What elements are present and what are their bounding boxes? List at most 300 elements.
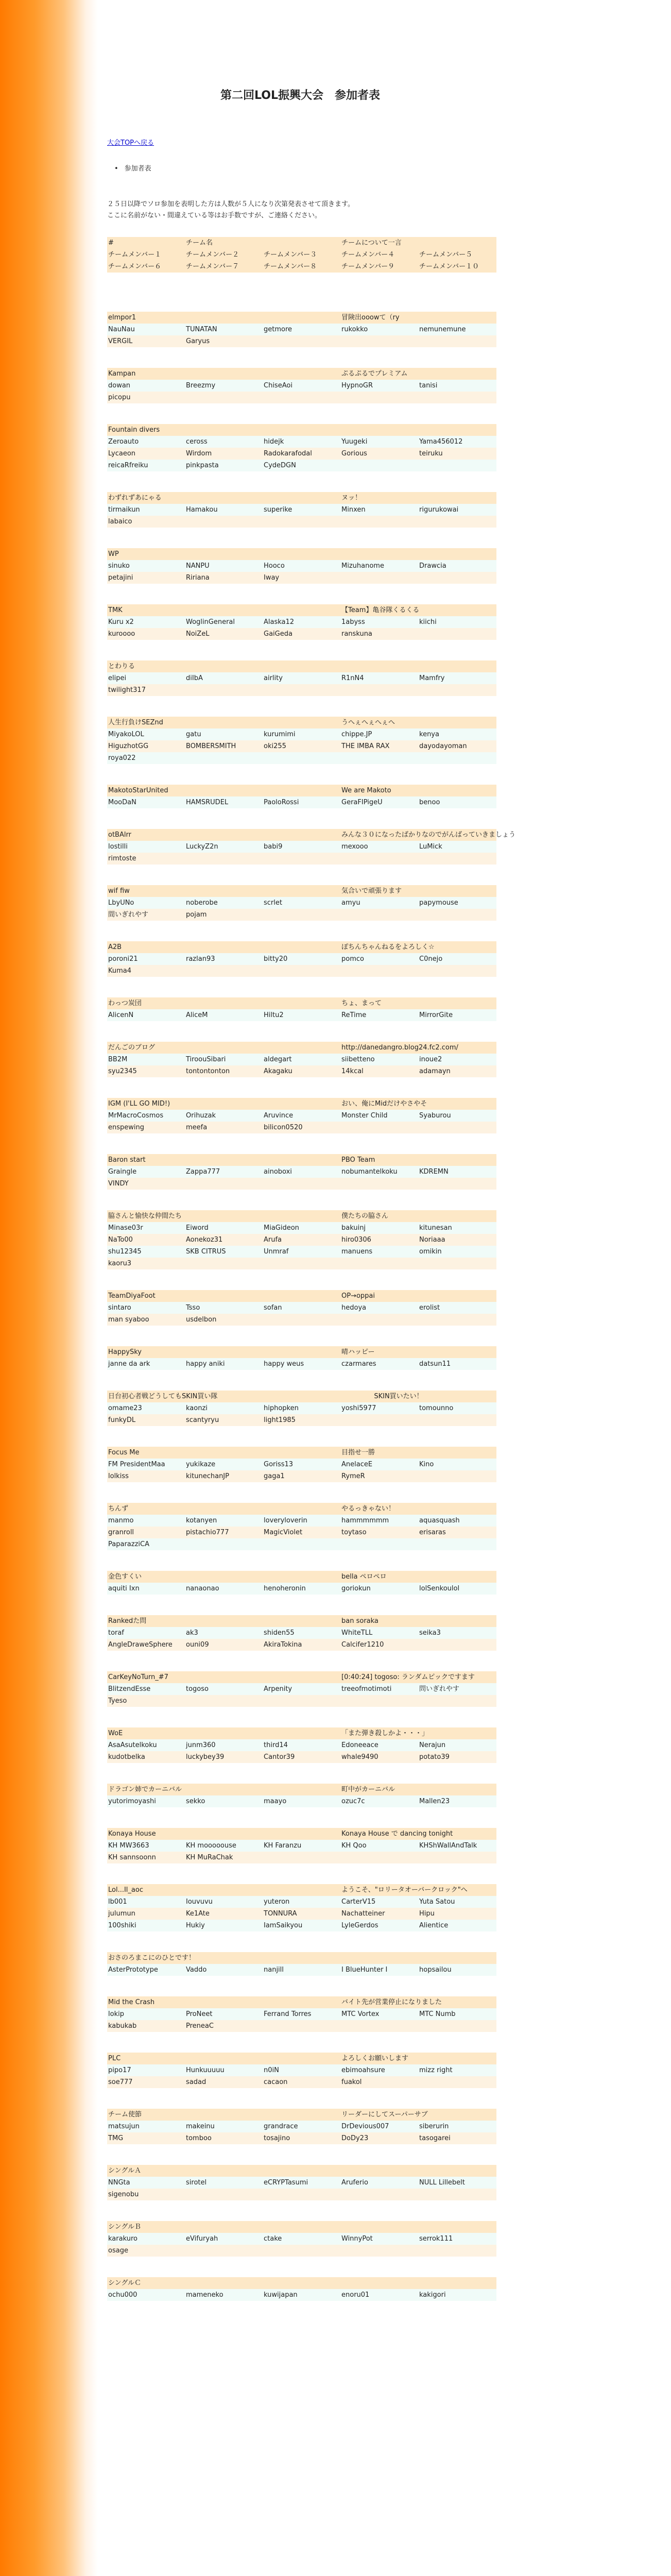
table-cell: luckybey39 [186,1753,225,1761]
team-member-row [107,436,496,448]
table-cell [263,1154,340,1166]
table-cell [496,909,574,921]
table-cell: karakuro [108,2235,137,2243]
table-cell [496,324,574,335]
table-cell: Mizuhanome [341,562,384,570]
team-header-row [107,1615,496,1627]
table-cell: Mid the Crash [108,1998,155,2006]
teams-table [107,312,516,2321]
table-cell: kuroooo [108,630,135,638]
table-cell: Zappa777 [186,1168,220,1176]
table-cell [263,1571,340,1583]
team-member-row [107,2233,496,2245]
table-cell [496,237,574,249]
table-cell: ちょ、まって [341,999,382,1007]
table-cell: goriokun [341,1585,371,1592]
table-cell: 人生行負けSEZnd [108,719,163,726]
table-cell [418,2189,496,2200]
team-member-row [107,1459,496,1470]
table-cell [295,1391,373,1402]
table-cell [496,1784,574,1795]
team-block [107,941,496,977]
table-cell: nemunemune [419,326,466,333]
table-cell [496,1210,574,1222]
team-member-row [107,1414,496,1426]
table-cell [263,717,340,728]
table-cell: Mamfry [419,674,445,682]
table-cell: PaparazziCA [108,1540,149,1548]
table-cell [496,1122,574,1133]
table-cell: 僕たちの脇さん [341,1212,389,1220]
table-cell [496,2064,574,2076]
team-member-row [107,560,496,572]
table-cell: うへぇへぇへぇへ [341,719,395,726]
team-header-row [107,1447,496,1459]
table-cell [418,2076,496,2088]
table-cell: erolist [419,1304,440,1312]
table-cell: tirmaikun [108,506,140,514]
table-cell [418,885,496,897]
table-cell: ak3 [186,1629,198,1637]
table-cell: ようこそ、"ロリータオーバークロック"へ [341,1886,468,1894]
table-cell: Arpenity [264,1685,293,1693]
table-cell: SKIN買いたい！ [374,1393,423,1400]
table-cell: NANPU [186,562,210,570]
table-cell [496,261,574,273]
table-cell: getmore [264,326,293,333]
table-cell [496,424,574,436]
table-cell [340,1178,418,1190]
table-cell: toraf [108,1629,124,1637]
table-cell [185,604,263,616]
table-cell [496,436,574,448]
team-header-row [107,1828,496,1840]
team-member-row [107,2064,496,2076]
team-block [107,997,496,1021]
table-cell: makeinu [186,2123,215,2130]
table-cell: lolkiss [108,1472,129,1480]
team-member-row [107,853,496,865]
table-cell [185,885,263,897]
table-cell: Lol...Il_aoc [108,1886,143,1894]
table-cell [263,1503,340,1515]
table-cell: Eiword [186,1224,209,1232]
orange-side-gradient [0,0,98,2576]
table-cell [496,1009,574,1021]
table-cell [496,2189,574,2200]
team-member-row [107,1402,496,1414]
table-cell: AsterPrototype [108,1966,158,1974]
table-cell: Syaburou [419,1112,451,1120]
table-cell: sekko [186,1798,205,1805]
table-cell [418,1538,496,1550]
team-member-row [107,1122,496,1133]
table-cell [496,2020,574,2032]
table-cell: MTC Vortex [341,2010,380,2018]
table-cell [435,941,512,953]
table-cell: ReTime [341,1011,367,1019]
team-member-row [107,335,496,347]
table-cell [496,2277,574,2289]
table-cell [418,237,496,249]
table-cell [418,752,496,764]
table-cell [496,1258,574,1269]
team-block [107,717,496,764]
team-header-row [107,424,496,436]
table-cell [506,1952,584,1964]
bullet-item: • 参加者表 [114,163,151,173]
team-member-row [107,1358,496,1370]
table-cell [340,752,418,764]
table-cell [496,853,574,865]
table-cell: R1nN4 [341,674,364,682]
table-cell: cacaon [264,2078,288,2086]
table-cell [496,728,574,740]
table-cell [496,684,574,696]
table-cell: kaoru3 [108,1260,132,1267]
team-member-row [107,728,496,740]
team-header-row [107,1996,496,2008]
table-cell: AsaAsutelkoku [108,1741,157,1749]
table-cell [515,829,593,841]
table-cell [263,2277,340,2289]
table-cell: Kuru x2 [108,618,134,626]
table-cell: manuens [341,1248,373,1256]
table-cell: http://danedangro.blog24.fc2.com/ [341,1044,458,1052]
table-cell: RymeR [341,1472,365,1480]
table-cell [418,1414,496,1426]
table-cell: julumun [108,1910,135,1918]
table-cell: mameneko [186,2291,223,2299]
team-member-row [107,909,496,921]
table-cell: ヌッ！ [341,494,362,502]
table-cell [185,1447,263,1459]
table-cell: Noriaaa [419,1236,445,1244]
table-cell [496,1246,574,1258]
table-cell [496,1234,574,1246]
table-cell: noberobe [186,899,218,907]
table-cell [340,684,418,696]
table-cell: AnelaceE [341,1461,373,1468]
table-cell: dowan [108,382,131,389]
table-cell: 金色すくい [108,1573,142,1581]
table-cell [185,2245,263,2257]
table-cell [418,1447,496,1459]
table-cell: SKB CITRUS [186,1248,226,1256]
table-cell: TMK [108,606,123,614]
table-cell: 1abyss [341,618,365,626]
table-cell: fuakol [341,2078,362,2086]
table-cell [340,392,418,403]
table-cell [185,1571,263,1583]
team-header-row [107,1042,496,1054]
table-cell: OP→oppai [341,1292,375,1300]
table-cell: happy aniki [186,1360,225,1368]
table-cell [185,941,263,953]
intro-line-1: ２５日以降でソロ参加を表明した方は人数が５人になり次第発表させて頂きます。 [107,200,354,208]
table-cell [496,717,574,728]
table-cell: リーダーにしてスーパーサブ [341,2111,428,2119]
table-cell [263,909,340,921]
table-cell: 間いぎれやす [108,911,149,919]
table-cell: ban soraka [341,1617,378,1625]
table-cell [263,1538,340,1550]
table-cell [506,2109,583,2121]
team-member-row [107,1739,496,1751]
table-cell: よろしくお願いします [341,2055,409,2062]
table-cell: maayo [264,1798,287,1805]
table-cell: 100shiki [108,1922,136,1929]
table-cell [185,1042,263,1054]
table-cell: hedoya [341,1304,367,1312]
table-cell [496,660,574,672]
table-cell: loveryloverin [264,1517,307,1524]
table-cell [496,2221,574,2233]
table-cell [263,492,340,504]
table-cell [428,1952,506,1964]
table-cell [427,1098,505,1110]
table-cell: eCRYPTasumi [264,2179,308,2187]
team-member-row [107,1964,496,1976]
table-cell: ainoboxi [264,1168,292,1176]
table-cell [496,1065,574,1077]
table-cell: usdelbon [186,1316,217,1324]
table-cell: Ke1Ate [186,1910,210,1918]
table-cell [418,2277,496,2289]
table-cell: lolSenkoulol [419,1585,460,1592]
table-cell: MrMacroCosmos [108,1112,164,1120]
table-cell [418,548,496,560]
table-cell [418,2221,496,2233]
team-member-row [107,448,496,460]
table-cell [185,1671,263,1683]
table-cell: NauNau [108,326,135,333]
table-cell: bilicon0520 [264,1124,303,1131]
table-cell [418,368,496,380]
table-cell [418,1615,496,1627]
team-member-row [107,1751,496,1763]
table-cell [185,752,263,764]
top-link[interactable]: 大会TOPへ戻る [107,139,154,147]
table-cell: ouni09 [186,1641,209,1649]
table-cell [496,1414,574,1426]
team-member-row [107,841,496,853]
table-cell [496,1515,574,1527]
table-cell: bakuinj [341,1224,366,1232]
team-member-row [107,1054,496,1065]
table-cell: ぷるぷるでプレミアム [341,370,408,378]
table-cell [185,684,263,696]
table-cell: VINDY [108,1180,129,1188]
table-cell: roya022 [108,754,136,762]
table-cell [340,1122,418,1133]
table-cell [496,2008,574,2020]
table-cell: bella ペロペロ [341,1573,387,1581]
table-cell: Zeroauto [108,438,139,446]
table-cell: matsujun [108,2123,140,2130]
table-cell [418,1639,496,1651]
team-block [107,1346,496,1370]
table-cell: hiro0306 [341,1236,371,1244]
table-cell: NoiZeL [186,630,210,638]
team-member-row [107,2020,496,2032]
table-cell [340,1538,418,1550]
table-cell: siberurin [419,2123,449,2130]
table-cell: Focus Me [108,1449,140,1456]
table-cell: 【Team】亀谷隊くるくる [341,606,420,614]
team-header-row [107,1346,496,1358]
table-cell [496,1615,574,1627]
table-cell [512,941,590,953]
table-cell [185,2053,263,2064]
table-cell [340,1414,418,1426]
table-cell [428,2109,506,2121]
team-block [107,785,496,808]
table-cell: Breezmy [186,382,216,389]
table-cell: KH Qoo [341,1842,367,1850]
table-cell [263,548,340,560]
table-cell [273,1952,351,1964]
table-cell [185,516,263,528]
table-cell: Yama456012 [419,438,463,446]
table-cell: adamayn [419,1067,451,1075]
table-cell [418,1154,496,1166]
table-cell [340,460,418,471]
table-cell: Nerajun [419,1741,446,1749]
table-cell: pipo17 [108,2066,131,2074]
table-cell [418,660,496,672]
table-cell [496,1459,574,1470]
table-cell: Fountain divers [108,426,160,434]
table-cell [263,829,340,841]
table-cell: aldegart [264,1056,292,1063]
table-cell [340,2165,418,2177]
table-cell [418,2165,496,2177]
table-cell [418,1122,496,1133]
table-cell: sirotel [186,2179,207,2187]
team-member-row [107,965,496,977]
table-cell: poroni21 [108,955,138,963]
table-cell: czarmares [341,1360,376,1368]
table-cell: TUNATAN [186,326,217,333]
table-cell: ranskuna [341,630,372,638]
table-cell [530,1828,608,1840]
team-header-row [107,2109,496,2121]
table-cell [263,2109,340,2121]
table-cell: gaga1 [264,1472,285,1480]
table-cell [418,997,496,1009]
table-cell: IamSaikyou [264,1922,303,1929]
table-cell [496,1447,574,1459]
table-cell: Iouvuvu [186,1898,213,1906]
table-cell: yoshi5977 [341,1404,376,1412]
table-cell [418,492,496,504]
team-member-row [107,1695,496,1707]
table-cell [468,1884,545,1896]
team-member-row [107,796,496,808]
table-cell: kitunechanJP [186,1472,229,1480]
team-member-row [107,1795,496,1807]
table-cell: enspewing [108,1124,144,1131]
team-header-row [107,1727,496,1739]
table-cell [506,1727,584,1739]
table-cell: KH mooooouse [186,1842,236,1850]
table-cell: チームメンバー９ [341,263,395,270]
table-cell: tontontonton [186,1067,230,1075]
table-cell: シングルＣ [108,2279,142,2287]
table-cell [185,1503,263,1515]
table-cell [185,1258,263,1269]
table-cell [496,1739,574,1751]
table-cell: DrDevious007 [341,2123,389,2130]
table-cell: TONNURA [264,1910,297,1918]
team-member-row [107,1908,496,1920]
intro-line-2: ここに名前がない・間違えている等はお手数ですが、ご連絡ください。 [107,212,322,219]
team-block [107,1042,496,1077]
table-cell: チームメンバー２ [186,251,239,259]
table-cell: Rankedた問 [108,1617,147,1625]
table-cell: kurumimi [264,731,296,738]
table-cell [593,829,671,841]
table-cell: lokip [108,2010,124,2018]
table-cell: Tyeso [108,1697,127,1705]
table-cell [496,1896,574,1908]
table-cell: WoE [108,1730,123,1737]
table-cell [496,1908,574,1920]
team-member-row [107,1852,496,1863]
table-cell: IGM (I'LL GO MID!) [108,1100,170,1108]
table-cell [263,1852,340,1863]
table-cell [418,1290,496,1302]
table-cell: KHShWallAndTalk [419,1842,477,1850]
team-member-row [107,2008,496,2020]
table-cell: nanjill [264,1966,284,1974]
table-cell [263,660,340,672]
table-cell: チームメンバー８ [264,263,317,270]
table-cell [418,312,496,324]
team-header-row [107,312,496,324]
table-cell [340,2245,418,2257]
table-cell: Gorious [341,450,367,457]
table-cell [263,1314,340,1326]
table-cell: omikin [419,1248,442,1256]
table-cell: AliceM [186,1011,208,1019]
table-cell: MirrorGite [419,1011,453,1019]
table-cell: Mallen23 [419,1798,450,1805]
table-cell: mizz right [419,2066,453,2074]
table-cell [185,997,263,1009]
table-cell: Hooco [264,562,285,570]
table-cell: henoheronin [264,1585,306,1592]
table-cell [496,1314,574,1326]
team-member-row [107,1314,496,1326]
table-cell: 気合いで頑張ります [341,887,402,895]
team-member-row [107,1920,496,1931]
team-block [107,1210,496,1269]
team-member-row [107,684,496,696]
team-member-row [107,1639,496,1651]
table-cell: KH sannsoonn [108,1854,156,1861]
table-cell: shiden55 [264,1629,295,1637]
table-cell [185,424,263,436]
table-cell: kiichi [419,618,437,626]
table-cell: ドラゴン姉でカーニバル [108,1786,182,1793]
table-cell [496,616,574,628]
table-cell [185,1996,263,2008]
table-cell: ebimoahsure [341,2066,385,2074]
table-cell: CarterV15 [341,1898,376,1906]
table-cell: Kino [419,1461,434,1468]
